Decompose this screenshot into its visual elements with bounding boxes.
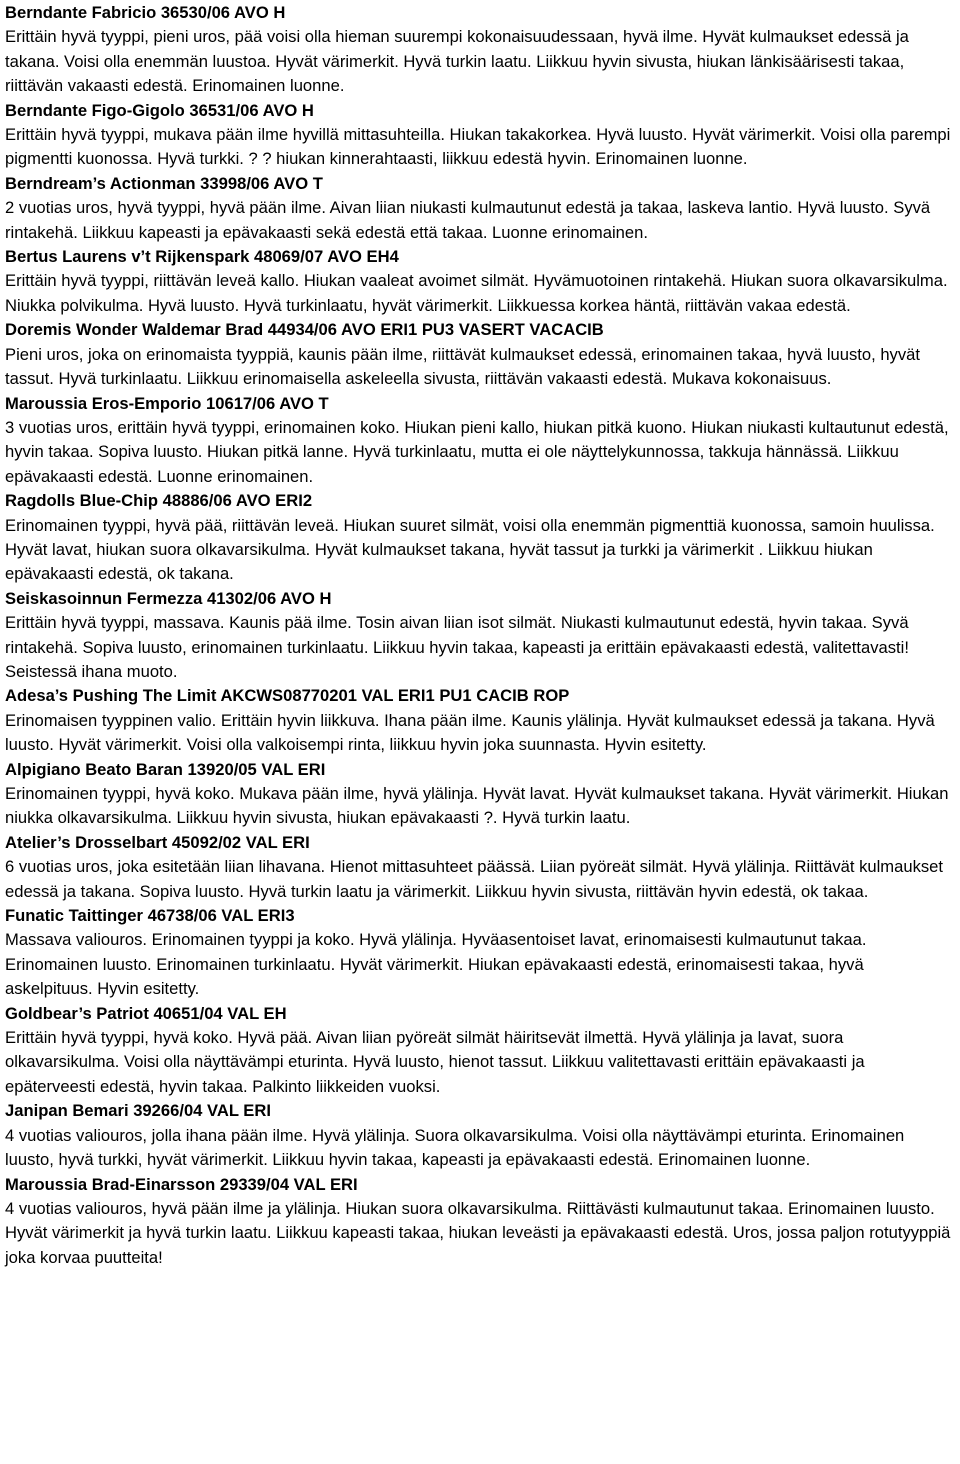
entry-critique: Erinomainen tyyppi, hyvä koko. Mukava pään ilme, hyvä ylälinja. Hyvät lavat. Hyvät kulmaukset takana. Hyvät värimerkit. Hiukan niukka olkavarsikulma. Liikkuu hyvin sivusta, hiukan epävakaasti ?. Hyvä turkin laatu. (5, 784, 954, 828)
entry-critique: Erittäin hyvä tyyppi, mukava pään ilme hyvillä mittasuhteilla. Hiukan takakorkea. Hyvä luusto. Hyvät värimerkit. Voisi olla parempi pigmentti kuonossa. Hyvä turkki. ? ? hiukan kinnerahtaasti, liikkuu edestä hyvin. Erinomainen luonne. (5, 125, 955, 169)
entry-title: Seiskasoinnun Fermezza 41302/06 AVO H (5, 588, 332, 608)
entry-critique: 4 vuotias valiouros, hyvä pään ilme ja ylälinja. Hiukan suora olkavarsikulma. Riittävästi kulmautunut takaa. Erinomainen luusto. Hyvät värimerkit ja hyvä turkin laatu. Liikkuu kapeasti takaa, hiukan leveästi ja epävakaasti edestä. Uros, jossa paljon rotutyyppiä joka korvaa puutteita! (5, 1198, 956, 1267)
entry-title: Alpigiano Beato Baran 13920/05 VAL ERI (5, 759, 326, 779)
entry-critique: 4 vuotias valiouros, jolla ihana pään ilme. Hyvä ylälinja. Suora olkavarsikulma. Voisi olla näyttävämpi eturinta. Erinomainen luusto, hyvä turkki, hyvät värimerkit. Liikkuu hyvin takaa, kapeasti ja epävakaasti edestä. Erinomainen luonne. (5, 1125, 909, 1170)
entry-title: Goldbear’s Patriot 40651/04 VAL EH (5, 1003, 287, 1023)
dog-entry-1 (5, 1, 955, 99)
dog-entry-11 (5, 831, 955, 904)
entry-title: Berndante Fabricio 36530/06 AVO H (5, 3, 286, 22)
dog-entry-12 (5, 904, 955, 1002)
entry-critique: Erittäin hyvä tyyppi, pieni uros, pää voisi olla hieman suurempi kokonaisuudessaan, hyvä ilme. Hyvät kulmaukset edessä ja takana. Voisi olla enemmän luustoa. Hyvät värimerkit. Hyvä turkin laatu. Liikkuu hyvin sivusta, hiukan länkisäärisesti takaa, riittävän vakaasti edestä. Erinomainen luonne. (5, 27, 914, 96)
entry-critique: Erittäin hyvä tyyppi, riittävän leveä kallo. Hiukan vaaleat avoimet silmät. Hyvämuotoinen rintakehä. Hiukan suora olkavarsikulma. Niukka polvikulma. Hyvä luusto. Hyvä turkinlaatu, hyvät värimerkit. Liikkuessa korkea häntä, riittävän vakaa edestä. (5, 271, 953, 315)
entry-critique: Erinomainen tyyppi, hyvä pää, riittävän leveä. Hiukan suuret silmät, voisi olla enemmän pigmenttiä kuonossa, samoin huulissa. Hyvät lavat, hiukan suora olkavarsikulma. Hyvät kulmaukset takana, hyvät tassut ja turkki ja värimerkit . Liikkuu hiukan epävakaasti edestä, ok takana. (5, 515, 940, 584)
entry-critique: 3 vuotias uros, erittäin hyvä tyyppi, erinomainen koko. Hiukan pieni kallo, hiukan pitkä kuono. Hiukan niukasti kultautunut edestä, hyvin takaa. Sopiva luusto. Hiukan pitkä lanne. Hyvä turkinlaatu, mutta ei ole näyttelykunnossa, takkuja hännässä. Liikkuu epävakaasti edestä. Luonne erinomainen. (5, 417, 954, 486)
entry-title: Janipan Bemari 39266/04 VAL ERI (5, 1101, 271, 1121)
entry-critique: Erittäin hyvä tyyppi, hyvä koko. Hyvä pää. Aivan liian pyöreät silmät häiritsevät ilmettä. Hyvä ylälinja ja lavat, suora olkavarsikulma. Voisi olla näyttävämpi eturinta. Hyvä luusto, hienot tassut. Liikkuu valitettavasti erittäin epävakaasti ja epäterveesti edestä, hyvin takaa. Palkinto liikkeiden vuoksi. (5, 1028, 870, 1096)
entry-title: Maroussia Brad-Einarsson 29339/04 VAL ERI (5, 1174, 358, 1194)
entry-title: Bertus Laurens v’t Rijkenspark 48069/07 AVO EH4 (5, 247, 399, 267)
entry-critique: Erinomaisen tyyppinen valio. Erittäin hyvin liikkuva. Ihana pään ilme. Kaunis ylälinja. Hyvät kulmaukset edessä ja takana. Hyvä luusto. Hyvät värimerkit. Voisi olla valkoisempi rinta, liikkuu hyvin joka suunnasta. Hyvin esitetty. (5, 710, 940, 755)
dog-entry-9 (5, 684, 955, 757)
dog-entry-14 (5, 1099, 955, 1172)
entry-critique: Pieni uros, joka on erinomaista tyyppiä, kaunis pään ilme, riittävät kulmaukset edessä, erinomainen takaa, hyvä luusto, hyvät tassut. Hyvä turkinlaatu. Liikkuu erinomaisella askeleella sivusta, riittävän vakaasti edestä. Mukava kokonaisuus. (5, 344, 925, 389)
entry-title: Atelier’s Drosselbart 45092/02 VAL ERI (5, 832, 310, 852)
entry-critique: 2 vuotias uros, hyvä tyyppi, hyvä pään ilme. Aivan liian niukasti kulmautunut edestä ja takaa, laskeva lantio. Hyvä luusto. Syvä rintakehä. Liikkuu kapeasti ja epävakaasti sekä edestä että takaa. Luonne erinomainen. (5, 198, 935, 242)
entry-title: Maroussia Eros-Emporio 10617/06 AVO T (5, 393, 329, 413)
entry-title: Berndream’s Actionman 33998/06 AVO T (5, 173, 323, 193)
entry-critique: Massava valiouros. Erinomainen tyyppi ja koko. Hyvä ylälinja. Hyväasentoiset lavat, erinomaisesti kulmautunut takaa. Erinomainen luusto. Erinomainen turkinlaatu. Hyvät värimerkit. Hiukan epävakaasti edestä, erinomaisesti takaa, hyvä askelpituus. Hyvin esitetty. (5, 930, 872, 999)
dog-entry-5 (5, 318, 955, 391)
entry-title: Adesa’s Pushing The Limit AKCWS08770201 VAL ERI1 PU1 CACIB ROP (5, 686, 570, 706)
entry-title: Berndante Figo-Gigolo 36531/06 AVO H (5, 100, 314, 120)
dog-entry-4 (5, 245, 955, 318)
entry-critique: 6 vuotias uros, joka esitetään liian lihavana. Hienot mittasuhteet päässä. Liian pyöreät silmät. Hyvä ylälinja. Riittävät kulmaukset edessä ja takana. Sopiva luusto. Hyvä turkin laatu ja värimerkit. Liikkuu hyvin sivusta, riittävän hyvin edestä, ok takaa. (5, 857, 948, 901)
entry-title: Ragdolls Blue-Chip 48886/06 AVO ERI2 (5, 491, 313, 511)
dog-entry-6 (5, 392, 955, 490)
dog-entry-2 (5, 99, 955, 172)
entry-title: Funatic Taittinger 46738/06 VAL ERI3 (5, 906, 295, 926)
dog-entry-7 (5, 489, 955, 587)
entry-critique: Erittäin hyvä tyyppi, massava. Kaunis pää ilme. Tosin aivan liian isot silmät. Niukasti kulmautunut edestä, hyvin takaa. Syvä rintakehä. Sopiva luusto, erinomainen turkinlaatu. Liikkuu hyvin takaa, kapeasti ja erittäin epävakaasti edestä, valitettavasti! Seistessä ihana muoto. (5, 613, 914, 681)
dog-entry-8 (5, 587, 955, 685)
entry-title: Doremis Wonder Waldemar Brad 44934/06 AVO ERI1 PU3 VASERT VACACIB (5, 320, 604, 340)
dog-entry-10 (5, 758, 955, 831)
dog-entry-3 (5, 172, 955, 245)
dog-entry-15 (5, 1173, 955, 1271)
dog-entry-13 (5, 1002, 955, 1100)
